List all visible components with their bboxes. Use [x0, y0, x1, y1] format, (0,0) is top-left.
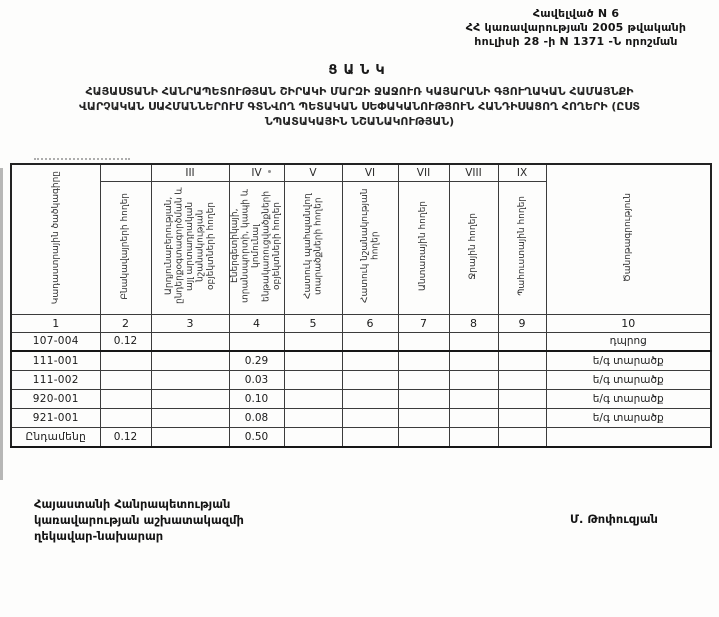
value-cell	[398, 370, 449, 389]
value-cell	[151, 389, 229, 408]
value-cell	[151, 370, 229, 389]
col-number: 6	[342, 314, 398, 332]
value-cell	[449, 370, 498, 389]
header-remark	[546, 164, 711, 314]
col-number: 3	[151, 314, 229, 332]
remark-cell: ե/գ տարածք	[546, 370, 711, 389]
vertical-header-text: Անտառային հողեր	[418, 201, 429, 291]
value-cell	[284, 389, 342, 408]
table-row	[11, 332, 711, 351]
signatory-name: Մ. Թոփուզյան	[570, 512, 658, 526]
annex-reference-block	[441, 7, 711, 49]
value-cell	[342, 427, 398, 447]
remark-cell	[546, 427, 711, 447]
value-cell	[398, 351, 449, 370]
signatory-title-line-2: կառավարության աշխատակազմի	[34, 513, 244, 527]
value-cell	[100, 408, 151, 427]
column-number-row	[11, 314, 711, 332]
value-cell: 0.12	[100, 332, 151, 351]
value-cell	[342, 332, 398, 351]
scan-artifact	[268, 170, 271, 173]
roman-cell-col4: IV	[229, 164, 284, 181]
value-cell	[151, 408, 229, 427]
remark-cell: ե/գ տարածք	[546, 389, 711, 408]
value-cell	[498, 332, 546, 351]
annex-line-1: Հավելված N 6	[532, 7, 620, 20]
value-cell	[342, 389, 398, 408]
annex-line-3: հուլիսի 28 -ի N 1371 -Ն որոշման	[474, 35, 678, 48]
table-row	[11, 389, 711, 408]
land-category-table	[10, 163, 712, 448]
vertical-header-text: Պահուստային հողեր	[516, 196, 527, 296]
scan-artifact	[0, 168, 3, 480]
signatory-title-line-1: Հայաստանի Հանրապետության	[34, 497, 231, 511]
remark-cell: դպրոց	[546, 332, 711, 351]
signatory-title-block	[34, 496, 244, 544]
total-value-cell: 0.12	[100, 427, 151, 447]
cadastral-code-cell: 111-001	[11, 351, 100, 370]
table-row	[11, 351, 711, 370]
scan-artifact	[34, 158, 130, 160]
value-cell	[284, 351, 342, 370]
header-water-lands	[449, 181, 498, 314]
roman-cell-col9: IX	[498, 164, 546, 181]
value-cell: 0.29	[229, 351, 284, 370]
total-label-cell: Ընդամենը	[11, 427, 100, 447]
col-number: 9	[498, 314, 546, 332]
roman-cell-col8: VIII	[449, 164, 498, 181]
header-forest-lands	[398, 181, 449, 314]
value-cell: 0.10	[229, 389, 284, 408]
document-title	[14, 84, 705, 129]
roman-cell-col6: VI	[342, 164, 398, 181]
col-number: 5	[284, 314, 342, 332]
value-cell	[398, 427, 449, 447]
value-cell	[398, 332, 449, 351]
vertical-header-text: Արդյունաբերության, ընդերքօգտագործման և այլ արտադրական նշանակության օբյեկտների հողեր	[163, 187, 216, 305]
value-cell	[100, 351, 151, 370]
value-cell: 0.03	[229, 370, 284, 389]
total-value-cell: 0.50	[229, 427, 284, 447]
cadastral-code-cell: 107-004	[11, 332, 100, 351]
value-cell	[398, 389, 449, 408]
value-cell: 0.08	[229, 408, 284, 427]
vertical-header-text: Կադաստրային ծածկագիրը	[50, 171, 61, 305]
signatory-title-line-3: ղեկավար-նախարար	[34, 529, 164, 543]
value-cell	[342, 408, 398, 427]
roman-cell-col2	[100, 164, 151, 181]
vertical-header-text: Էներգետիկայի, տրանսպորտի, կապի և կոմունալ ենթակառուցվածքների օբյեկտների հողեր	[230, 188, 283, 304]
value-cell	[498, 351, 546, 370]
header-energy-transport-lands	[229, 181, 284, 314]
document-title-line-2: ՎԱՐՉԱԿԱՆ ՍԱՀՄԱՆՆԵՐՈՒՄ ԳՏՆՎՈՂ ՊԵՏԱԿԱՆ ՍԵՓԱԿԱՆՈՒԹՅՈՒՆ ՀԱՆԴԻՍԱՑՈՂ ՀՈՂԵՐԻ (ԸՍՏ	[79, 100, 640, 113]
table-row	[11, 408, 711, 427]
remark-cell: ե/գ տարածք	[546, 408, 711, 427]
value-cell	[284, 370, 342, 389]
col-number: 7	[398, 314, 449, 332]
vertical-header-text: Հատուկ պահպանվող տարածքների հողեր	[302, 193, 323, 299]
value-cell	[100, 370, 151, 389]
roman-cell-col5: V	[284, 164, 342, 181]
value-cell	[449, 427, 498, 447]
value-cell	[449, 408, 498, 427]
value-cell	[498, 389, 546, 408]
roman-cell-col7: VII	[398, 164, 449, 181]
col-number: 2	[100, 314, 151, 332]
value-cell	[449, 332, 498, 351]
roman-cell-col3: III	[151, 164, 229, 181]
header-protected-lands	[284, 181, 342, 314]
value-cell	[498, 427, 546, 447]
vertical-header-text: Ջրային հողեր	[468, 212, 479, 280]
col-number: 10	[546, 314, 711, 332]
total-row	[11, 427, 711, 447]
cadastral-code-cell: 111-002	[11, 370, 100, 389]
remark-cell: ե/գ տարածք	[546, 351, 711, 370]
value-cell	[449, 351, 498, 370]
annex-line-2: ՀՀ կառավարության 2005 թվականի	[465, 21, 687, 34]
value-cell	[151, 351, 229, 370]
cadastral-code-cell: 920-001	[11, 389, 100, 408]
value-cell	[229, 332, 284, 351]
header-industrial-lands	[151, 181, 229, 314]
col-number: 1	[11, 314, 100, 332]
table-row	[11, 370, 711, 389]
header-cadastral-code	[11, 164, 100, 314]
roman-numeral-row	[11, 164, 711, 181]
value-cell	[151, 332, 229, 351]
vertical-header-text: Հատուկ նշանակության հողեր	[359, 188, 380, 304]
col-number: 8	[449, 314, 498, 332]
header-special-purpose-lands	[342, 181, 398, 314]
vertical-header-text: Ծանոթագրություն	[623, 193, 633, 283]
header-settlement-lands	[100, 181, 151, 314]
value-cell	[498, 408, 546, 427]
value-cell	[398, 408, 449, 427]
value-cell	[342, 370, 398, 389]
value-cell	[284, 408, 342, 427]
header-reserve-lands	[498, 181, 546, 314]
value-cell	[342, 351, 398, 370]
value-cell	[100, 389, 151, 408]
value-cell	[498, 370, 546, 389]
col-number: 4	[229, 314, 284, 332]
document-title-line-1: ՀԱՅԱՍՏԱՆԻ ՀԱՆՐԱՊԵՏՈՒԹՅԱՆ ՇԻՐԱԿԻ ՄԱՐԶԻ ՋԱՋՈՒՌ ԿԱՅԱՐԱՆԻ ԳՅՈՒՂԱԿԱՆ ՀԱՄԱՅՆՔԻ	[85, 85, 634, 98]
value-cell	[449, 389, 498, 408]
value-cell	[284, 332, 342, 351]
document-title-line-3: ՆՊԱՏԱԿԱՅԻՆ ՆՇԱՆԱԿՈՒԹՅԱՆ)	[264, 115, 455, 128]
vertical-header-text: Բնակավայրերի հողեր	[120, 192, 131, 300]
value-cell	[284, 427, 342, 447]
document-caption: ՑԱՆԿ	[328, 63, 391, 78]
value-cell	[151, 427, 229, 447]
cadastral-code-cell: 921-001	[11, 408, 100, 427]
